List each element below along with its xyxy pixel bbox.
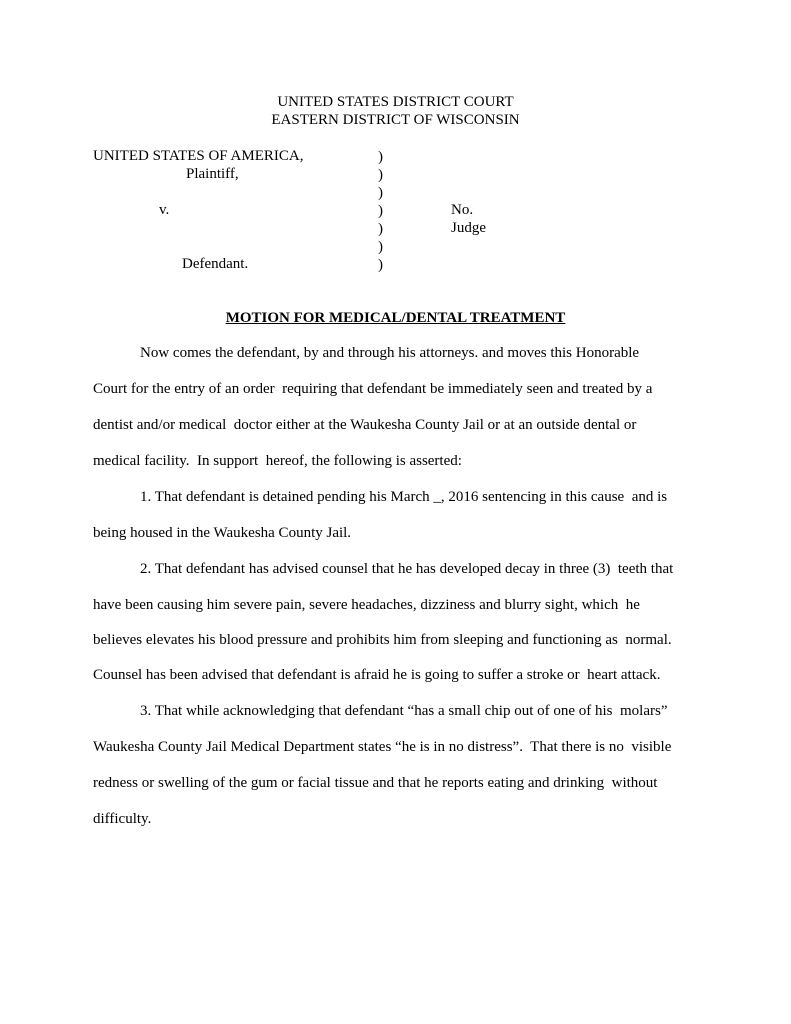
caption-paren: )	[378, 149, 383, 165]
case-number-label: No.	[451, 202, 474, 218]
defendant-role: Defendant.	[182, 256, 249, 272]
caption-paren: )	[378, 167, 383, 183]
body-line: believes elevates his blood pressure and prohibits him from sleeping and functioning as normal.	[93, 632, 672, 648]
caption-paren: )	[378, 257, 383, 273]
court-name: UNITED STATES DISTRICT COURT	[277, 94, 514, 110]
body-line: Now comes the defendant, by and through his attorneys. and moves this Honorable	[140, 345, 640, 361]
body-line: difficulty.	[93, 811, 152, 827]
body-line: Counsel has been advised that defendant is afraid he is going to suffer a stroke or heart attack.	[93, 667, 661, 683]
body-line: being housed in the Waukesha County Jail.	[93, 525, 352, 541]
plaintiff-role: Plaintiff,	[186, 166, 239, 182]
body-line: 2. That defendant has advised counsel that he has developed decay in three (3) teeth that	[140, 561, 674, 577]
caption-paren: )	[378, 221, 383, 237]
caption-paren: )	[378, 185, 383, 201]
body-line: 1. That defendant is detained pending his March _, 2016 sentencing in this cause and is	[140, 489, 668, 505]
body-line: redness or swelling of the gum or facial tissue and that he reports eating and drinking without	[93, 775, 658, 791]
body-line: have been causing him severe pain, severe headaches, dizziness and blurry sight, which he	[93, 597, 640, 613]
body-line: medical facility. In support hereof, the following is asserted:	[93, 453, 462, 469]
body-line: Court for the entry of an order requiring that defendant be immediately seen and treated by a	[93, 381, 653, 397]
motion-title: MOTION FOR MEDICAL/DENTAL TREATMENT	[225, 310, 566, 326]
plaintiff-name: UNITED STATES OF AMERICA,	[93, 148, 304, 164]
body-line: 3. That while acknowledging that defendant “has a small chip out of one of his molars”	[140, 703, 668, 719]
judge-label: Judge	[451, 220, 486, 236]
court-district: EASTERN DISTRICT OF WISCONSIN	[271, 112, 520, 128]
body-line: dentist and/or medical doctor either at the Waukesha County Jail or at an outside dental or	[93, 417, 637, 433]
body-line: Waukesha County Jail Medical Department states “he is in no distress”. That there is no visible	[93, 739, 672, 755]
versus-label: v.	[159, 202, 170, 218]
caption-paren: )	[378, 203, 383, 219]
caption-paren: )	[378, 239, 383, 255]
